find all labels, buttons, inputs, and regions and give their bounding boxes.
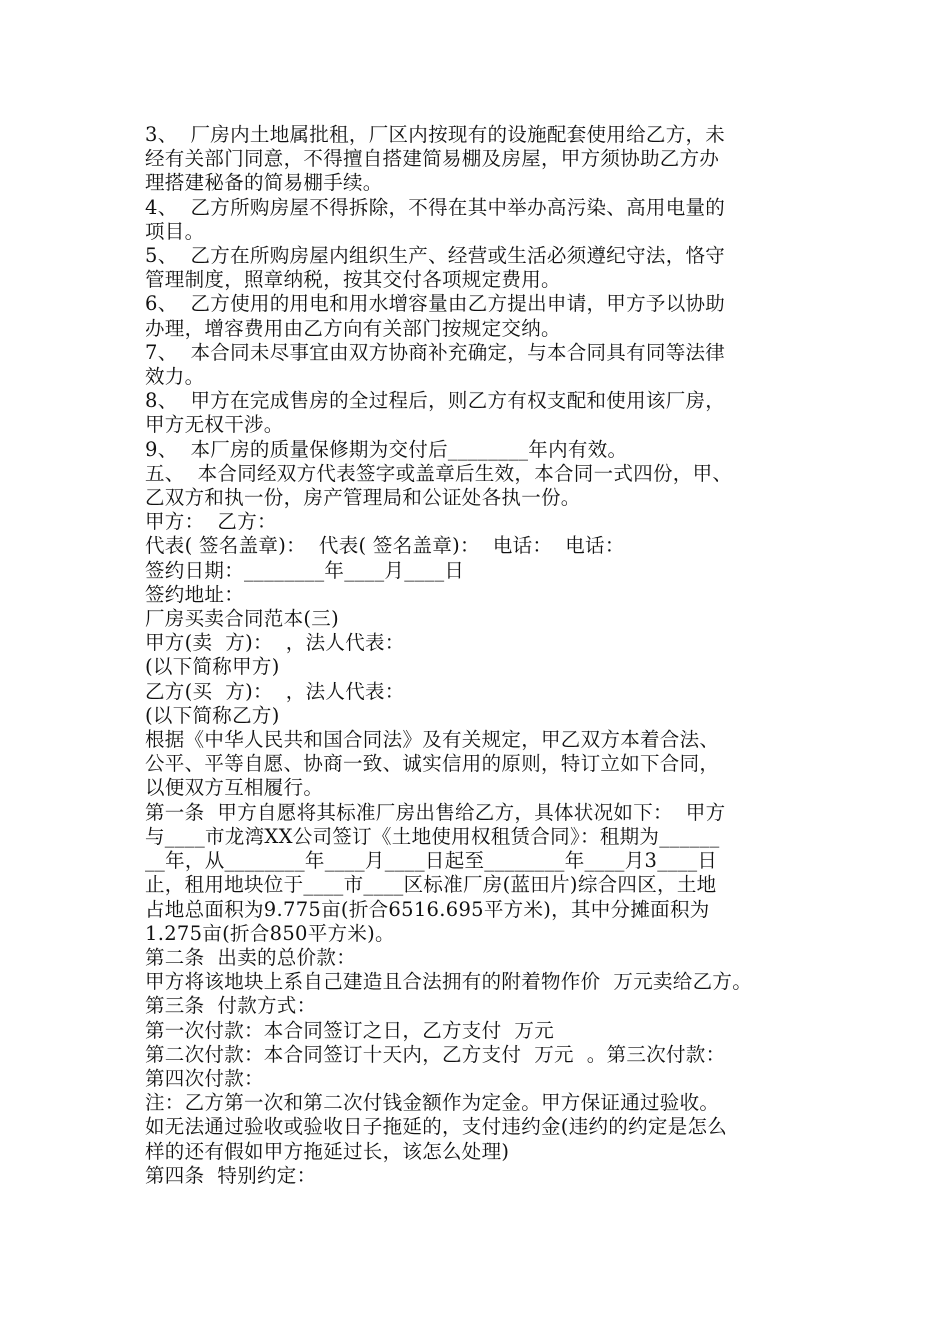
text-line: 1.275亩(折合850平方米)。 xyxy=(145,921,395,945)
text-line: 注：乙方第一次和第二次付钱金额作为定金。甲方保证通过验收。 xyxy=(145,1091,720,1115)
text-line: 五、 本合同经双方代表签字或盖章后生效，本合同一式四份，甲、 xyxy=(145,461,733,485)
text-line: 公平、平等自愿、协商一致、诚实信用的原则，特订立如下合同， xyxy=(145,752,720,776)
text-line: 第二次付款：本合同签订十天内，乙方支付 万元 。第三次付款： xyxy=(145,1042,726,1066)
text-line: 与____市龙湾XX公司签订《土地使用权租赁合同》：租期为______ xyxy=(145,824,720,848)
text-line: 甲方将该地块上系自己建造且合法拥有的附着物作价 万元卖给乙方。 xyxy=(145,970,752,994)
text-line: 甲方(卖 方)： ，法人代表： xyxy=(145,631,405,655)
text-line: 第二条 出卖的总价款： xyxy=(145,945,356,969)
text-line: 甲方： 乙方： xyxy=(145,510,277,534)
text-line: __年，从________年____月____日起至________年____月3____日 xyxy=(145,849,718,873)
text-line: 8、 甲方在完成售房的全过程后，则乙方有权支配和使用该厂房， xyxy=(145,389,726,413)
text-line: 以便双方互相履行。 xyxy=(145,776,324,800)
text-line: 如无法通过验收或验收日子拖延的，支付违约金(违约的约定是怎么 xyxy=(145,1115,728,1139)
text-line: 经有关部门同意，不得擅自搭建简易棚及房屋，甲方须协助乙方办 xyxy=(145,147,720,171)
text-line: 管理制度，照章纳税，按其交付各项规定费用。 xyxy=(145,268,561,292)
document-body xyxy=(145,123,825,1188)
text-line: 乙方(买 方)： ，法人代表： xyxy=(145,679,405,703)
text-line: 签约日期：________年____月____日 xyxy=(145,558,465,582)
text-line: 厂房买卖合同范本(三) xyxy=(145,607,340,631)
text-line: 7、 本合同未尽事宜由双方协商补充确定，与本合同具有同等法律 xyxy=(145,340,726,364)
text-line: 理搭建秘备的简易棚手续。 xyxy=(145,171,383,195)
text-line: 5、 乙方在所购房屋内组织生产、经营或生活必须遵纪守法，恪守 xyxy=(145,244,726,268)
text-line: 根据《中华人民共和国合同法》及有关规定，甲乙双方本着合法、 xyxy=(145,728,720,752)
text-line: 效力。 xyxy=(145,365,205,389)
text-line: 4、 乙方所购房屋不得拆除，不得在其中举办高污染、高用电量的 xyxy=(145,195,726,219)
text-line: 项目。 xyxy=(145,219,205,243)
text-line: 9、 本厂房的质量保修期为交付后________年内有效。 xyxy=(145,437,628,461)
text-line: 签约地址： xyxy=(145,582,245,606)
text-line: 第四次付款： xyxy=(145,1066,264,1090)
text-line: 办理，增容费用由乙方向有关部门按规定交纳。 xyxy=(145,316,561,340)
text-line: 3、 厂房内土地属批租，厂区内按现有的设施配套使用给乙方，未 xyxy=(145,123,726,146)
text-line: 乙双方和执一份，房产管理局和公证处各执一份。 xyxy=(145,486,581,510)
text-line: 甲方无权干涉。 xyxy=(145,413,284,437)
text-line: 第一条 甲方自愿将其标准厂房出售给乙方，具体状况如下： 甲方 xyxy=(145,800,726,824)
text-line: 第一次付款：本合同签订之日，乙方支付 万元 xyxy=(145,1018,554,1042)
text-line: 样的还有假如甲方拖延过长，该怎么处理) xyxy=(145,1139,510,1163)
text-line: 第三条 付款方式： xyxy=(145,994,317,1018)
text-line: 代表( 签名盖章)： 代表( 签名盖章)： 电话： 电话： xyxy=(145,534,625,558)
text-line: 占地总面积为9.775亩(折合6516.695平方米)，其中分摊面积为 xyxy=(145,897,710,921)
text-line: (以下简称乙方) xyxy=(145,703,280,727)
text-line: (以下简称甲方) xyxy=(145,655,280,679)
text-line: 止，租用地块位于____市____区标准厂房(蓝田片)综合四区，土地 xyxy=(145,873,717,897)
text-line: 第四条 特别约定： xyxy=(145,1163,317,1187)
text-line: 6、 乙方使用的用电和用水增容量由乙方提出申请，甲方予以协助 xyxy=(145,292,726,316)
